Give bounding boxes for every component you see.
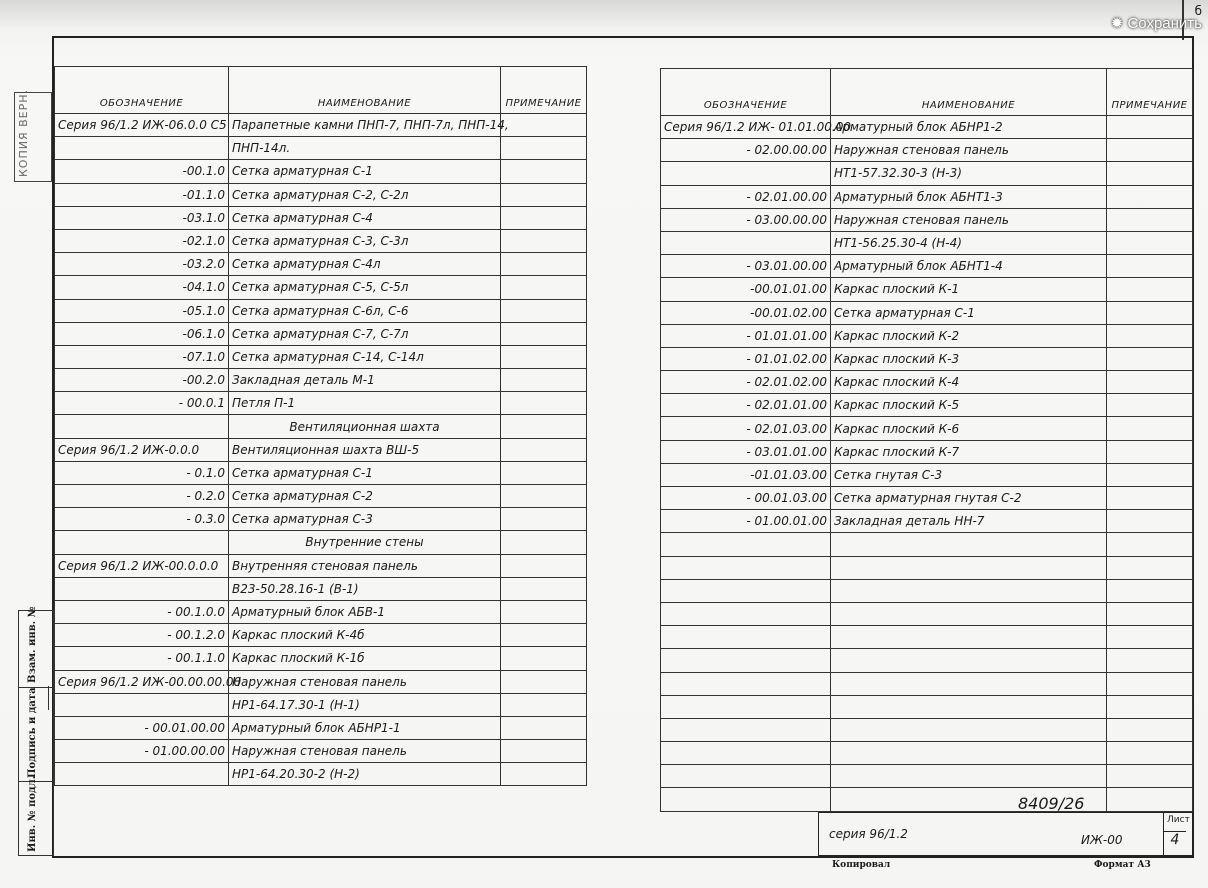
table-row xyxy=(661,347,1193,370)
row-name: Арматурный блок АБНТ1-3 xyxy=(831,185,1107,208)
row-designation: Серия 96/1.2 ИЖ-0.0.0 xyxy=(55,438,229,461)
row-note xyxy=(1107,718,1193,741)
row-designation xyxy=(661,695,831,718)
table-row xyxy=(55,461,587,484)
row-name: Закладная деталь НН-7 xyxy=(831,510,1107,533)
row-name: НТ1-57.32.30-3 (Н-3) xyxy=(831,162,1107,185)
row-designation: - 0.2.0 xyxy=(55,485,229,508)
page-marker: б xyxy=(1194,4,1202,18)
row-designation xyxy=(661,672,831,695)
row-designation xyxy=(661,533,831,556)
row-designation: Серия 96/1.2 ИЖ-00.0.0.0 xyxy=(55,554,229,577)
table-row xyxy=(55,693,587,716)
row-designation: -02.1.0 xyxy=(55,229,229,252)
row-note xyxy=(1107,347,1193,370)
row-designation: Серия 96/1.2 ИЖ-06.0.0 С5 xyxy=(55,114,229,137)
row-name xyxy=(831,695,1107,718)
table-row xyxy=(55,508,587,531)
table-row xyxy=(55,716,587,739)
row-note xyxy=(1107,626,1193,649)
table-row xyxy=(55,322,587,345)
row-note xyxy=(1107,208,1193,231)
row-note xyxy=(1107,510,1193,533)
row-designation xyxy=(55,531,229,554)
table-row xyxy=(55,276,587,299)
table-row xyxy=(55,577,587,600)
side-signature-block xyxy=(18,606,54,856)
table-row xyxy=(661,626,1193,649)
table-row xyxy=(55,624,587,647)
table-row xyxy=(661,579,1193,602)
row-name: Арматурный блок АБВ-1 xyxy=(229,600,501,623)
title-series: серия 96/1.2 xyxy=(829,827,908,841)
row-note xyxy=(1107,533,1193,556)
row-note xyxy=(501,229,587,252)
table-row xyxy=(661,487,1193,510)
row-name xyxy=(831,765,1107,788)
row-name: Сетка арматурная гнутая С-2 xyxy=(831,487,1107,510)
stamp-text: КОПИЯ ВЕРН. xyxy=(17,88,30,177)
row-name: Каркас плоский К-4б xyxy=(229,624,501,647)
row-name: Вентиляционная шахта ВШ-5 xyxy=(229,438,501,461)
row-name: Сетка арматурная С-2 xyxy=(229,485,501,508)
table-row xyxy=(55,763,587,786)
row-designation xyxy=(661,602,831,625)
side-label-replace: Взам. инв. № xyxy=(27,606,38,683)
title-sheet-box xyxy=(1163,813,1194,855)
row-designation xyxy=(661,649,831,672)
row-designation: - 01.00.00.00 xyxy=(55,740,229,763)
row-name: Сетка арматурная С-4л xyxy=(229,253,501,276)
table-row xyxy=(55,253,587,276)
header-note: ПРИМЕЧАНИЕ xyxy=(501,67,587,114)
table-row xyxy=(661,463,1193,486)
save-button[interactable] xyxy=(1111,14,1202,32)
row-designation: -00.1.0 xyxy=(55,160,229,183)
row-designation: - 0.3.0 xyxy=(55,508,229,531)
row-name: Сетка арматурная С-1 xyxy=(229,461,501,484)
row-designation xyxy=(55,693,229,716)
row-name: Парапетные камни ПНП-7, ПНП-7л, ПНП-14, xyxy=(229,114,501,137)
row-name: Петля П-1 xyxy=(229,392,501,415)
row-name: Каркас плоский К-1б xyxy=(229,647,501,670)
row-name: Вентиляционная шахта xyxy=(229,415,501,438)
table-row xyxy=(55,183,587,206)
table-row xyxy=(55,531,587,554)
table-row xyxy=(661,510,1193,533)
table-row xyxy=(661,394,1193,417)
table-row xyxy=(55,740,587,763)
row-note xyxy=(1107,301,1193,324)
table-row xyxy=(661,533,1193,556)
row-designation: - 02.01.03.00 xyxy=(661,417,831,440)
row-designation: - 00.01.00.00 xyxy=(55,716,229,739)
row-note xyxy=(1107,371,1193,394)
row-designation: -06.1.0 xyxy=(55,322,229,345)
table-row xyxy=(661,695,1193,718)
table-row xyxy=(661,672,1193,695)
row-note xyxy=(501,461,587,484)
table-row xyxy=(661,556,1193,579)
row-name xyxy=(831,718,1107,741)
row-note xyxy=(1107,255,1193,278)
format-label: Формат А3 xyxy=(1094,860,1151,870)
row-note xyxy=(1107,602,1193,625)
row-note xyxy=(1107,185,1193,208)
row-designation: -04.1.0 xyxy=(55,276,229,299)
table-row xyxy=(661,371,1193,394)
row-note xyxy=(1107,116,1193,139)
table-row xyxy=(55,438,587,461)
table-row xyxy=(55,647,587,670)
table-row xyxy=(661,255,1193,278)
table-row xyxy=(55,415,587,438)
table-row xyxy=(55,137,587,160)
copied-label: Копировал xyxy=(832,860,891,870)
row-note xyxy=(501,114,587,137)
table-row xyxy=(55,554,587,577)
row-note xyxy=(1107,742,1193,765)
row-designation: - 03.00.00.00 xyxy=(661,208,831,231)
row-designation xyxy=(55,137,229,160)
row-name: Каркас плоский К-4 xyxy=(831,371,1107,394)
title-block xyxy=(818,812,1194,856)
table-row xyxy=(55,600,587,623)
row-designation xyxy=(661,579,831,602)
row-designation xyxy=(55,577,229,600)
header-row xyxy=(661,69,1193,116)
row-name: ПНП-14л. xyxy=(229,137,501,160)
row-note xyxy=(1107,324,1193,347)
row-note xyxy=(1107,278,1193,301)
row-name: Наружная стеновая панель xyxy=(831,139,1107,162)
row-designation: -00.2.0 xyxy=(55,369,229,392)
drawing-number: 8409/26 xyxy=(1018,794,1085,813)
table-row xyxy=(55,229,587,252)
row-note xyxy=(501,740,587,763)
row-note xyxy=(501,322,587,345)
row-name: НР1-64.20.30-2 (Н-2) xyxy=(229,763,501,786)
table-row xyxy=(661,208,1193,231)
row-designation: Серия 96/1.2 ИЖ-00.00.00.00 xyxy=(55,670,229,693)
row-designation: - 02.01.01.00 xyxy=(661,394,831,417)
row-note xyxy=(1107,579,1193,602)
row-name xyxy=(831,533,1107,556)
left-spec-table xyxy=(54,66,587,786)
row-name: Каркас плоский К-5 xyxy=(831,394,1107,417)
row-note xyxy=(501,276,587,299)
row-note xyxy=(1107,162,1193,185)
table-row xyxy=(661,185,1193,208)
table-row xyxy=(661,231,1193,254)
row-name xyxy=(831,579,1107,602)
row-note xyxy=(501,647,587,670)
row-name xyxy=(831,672,1107,695)
row-name: НР1-64.17.30-1 (Н-1) xyxy=(229,693,501,716)
save-label: Сохранить xyxy=(1127,15,1202,32)
table-row xyxy=(661,440,1193,463)
row-designation: - 01.00.01.00 xyxy=(661,510,831,533)
row-designation: - 02.00.00.00 xyxy=(661,139,831,162)
table-row xyxy=(661,162,1193,185)
header-name: НАИМЕНОВАНИЕ xyxy=(229,67,501,114)
row-name xyxy=(831,556,1107,579)
row-note xyxy=(1107,394,1193,417)
row-note xyxy=(1107,487,1193,510)
row-designation: - 00.0.1 xyxy=(55,392,229,415)
row-name: Каркас плоский К-3 xyxy=(831,347,1107,370)
row-name: Наружная стеновая панель xyxy=(229,740,501,763)
row-designation: - 01.01.01.00 xyxy=(661,324,831,347)
row-designation xyxy=(661,231,831,254)
table-row xyxy=(661,742,1193,765)
header-row xyxy=(55,67,587,114)
table-row xyxy=(55,369,587,392)
table-row xyxy=(55,114,587,137)
row-designation: - 03.01.00.00 xyxy=(661,255,831,278)
row-note xyxy=(501,438,587,461)
row-name: В23-50.28.16-1 (В-1) xyxy=(229,577,501,600)
row-note xyxy=(501,716,587,739)
row-note xyxy=(501,693,587,716)
row-designation: Серия 96/1.2 ИЖ- 01.01.00.00 xyxy=(661,116,831,139)
row-designation: -03.2.0 xyxy=(55,253,229,276)
row-name: Сетка арматурная С-1 xyxy=(229,160,501,183)
row-designation: - 03.01.01.00 xyxy=(661,440,831,463)
row-note xyxy=(1107,672,1193,695)
row-name: Сетка арматурная С-4 xyxy=(229,206,501,229)
table-row xyxy=(661,649,1193,672)
row-note xyxy=(1107,649,1193,672)
row-designation: -03.1.0 xyxy=(55,206,229,229)
row-name: Арматурный блок АБНР1-2 xyxy=(831,116,1107,139)
table-row xyxy=(661,324,1193,347)
table-row xyxy=(55,345,587,368)
row-note xyxy=(1107,139,1193,162)
row-note xyxy=(501,763,587,786)
sheet-label: Лист xyxy=(1167,815,1190,825)
row-name: Арматурный блок АБНТ1-4 xyxy=(831,255,1107,278)
row-designation: - 00.1.2.0 xyxy=(55,624,229,647)
row-note xyxy=(501,670,587,693)
row-designation: - 00.1.0.0 xyxy=(55,600,229,623)
row-name: Сетка арматурная С-7, С-7л xyxy=(229,322,501,345)
table-row xyxy=(55,206,587,229)
header-designation: ОБОЗНАЧЕНИЕ xyxy=(55,67,229,114)
row-designation: -00.01.02.00 xyxy=(661,301,831,324)
row-name: Каркас плоский К-1 xyxy=(831,278,1107,301)
row-note xyxy=(501,485,587,508)
table-row xyxy=(661,718,1193,741)
row-name: Сетка арматурная С-3, С-3л xyxy=(229,229,501,252)
row-name: Внутренняя стеновая панель xyxy=(229,554,501,577)
row-name: Сетка арматурная С-5, С-5л xyxy=(229,276,501,299)
row-name xyxy=(831,602,1107,625)
row-designation xyxy=(55,763,229,786)
row-note xyxy=(1107,231,1193,254)
row-note xyxy=(501,160,587,183)
row-note xyxy=(501,299,587,322)
row-name: Внутренние стены xyxy=(229,531,501,554)
table-row xyxy=(55,670,587,693)
row-designation: - 02.01.02.00 xyxy=(661,371,831,394)
row-designation: -00.01.01.00 xyxy=(661,278,831,301)
table-row xyxy=(55,299,587,322)
row-note xyxy=(1107,765,1193,788)
row-name: Сетка арматурная С-3 xyxy=(229,508,501,531)
row-designation: - 00.1.1.0 xyxy=(55,647,229,670)
save-icon: ✹ xyxy=(1110,15,1124,32)
row-name: Сетка арматурная С-6л, С-6 xyxy=(229,299,501,322)
sheet-number: 4 xyxy=(1164,831,1186,848)
row-designation xyxy=(661,765,831,788)
row-note xyxy=(501,253,587,276)
table-row xyxy=(661,301,1193,324)
side-label-sign: Подпись и дата xyxy=(27,687,38,778)
row-note xyxy=(501,369,587,392)
row-name: Сетка арматурная С-1 xyxy=(831,301,1107,324)
table-row xyxy=(55,160,587,183)
table-row xyxy=(661,116,1193,139)
row-name xyxy=(831,626,1107,649)
copy-stamp xyxy=(14,88,52,182)
row-designation: -07.1.0 xyxy=(55,345,229,368)
row-note xyxy=(501,531,587,554)
row-note xyxy=(501,624,587,647)
row-designation: - 00.01.03.00 xyxy=(661,487,831,510)
row-note xyxy=(501,183,587,206)
table-row xyxy=(55,485,587,508)
row-note xyxy=(501,345,587,368)
side-cell-inv xyxy=(19,775,53,857)
row-designation: - 0.1.0 xyxy=(55,461,229,484)
row-name: Закладная деталь М-1 xyxy=(229,369,501,392)
row-note xyxy=(501,392,587,415)
row-note xyxy=(501,137,587,160)
row-name: Каркас плоский К-2 xyxy=(831,324,1107,347)
row-designation: -05.1.0 xyxy=(55,299,229,322)
row-note xyxy=(1107,556,1193,579)
header-designation: ОБОЗНАЧЕНИЕ xyxy=(661,69,831,116)
side-cell-replace xyxy=(19,606,53,687)
table-row xyxy=(55,392,587,415)
row-name xyxy=(831,649,1107,672)
row-designation xyxy=(661,718,831,741)
table-row xyxy=(661,765,1193,788)
title-code: ИЖ-00 xyxy=(1081,833,1123,847)
table-row xyxy=(661,788,1193,811)
table-row xyxy=(661,139,1193,162)
header-name: НАИМЕНОВАНИЕ xyxy=(831,69,1107,116)
table-row xyxy=(661,278,1193,301)
row-name: Сетка арматурная С-2, С-2л xyxy=(229,183,501,206)
row-designation xyxy=(55,415,229,438)
row-designation: -01.1.0 xyxy=(55,183,229,206)
table-row xyxy=(661,602,1193,625)
row-note xyxy=(501,206,587,229)
row-name: Арматурный блок АБНР1-1 xyxy=(229,716,501,739)
row-note xyxy=(501,600,587,623)
row-note xyxy=(1107,695,1193,718)
row-note xyxy=(1107,417,1193,440)
row-designation: - 01.01.02.00 xyxy=(661,347,831,370)
row-name: Наружная стеновая панель xyxy=(831,208,1107,231)
tick-mark xyxy=(48,686,49,710)
row-designation xyxy=(661,788,831,811)
table-row xyxy=(661,417,1193,440)
row-designation xyxy=(661,162,831,185)
row-note xyxy=(1107,788,1193,811)
row-name xyxy=(831,742,1107,765)
row-note xyxy=(501,554,587,577)
header-note: ПРИМЕЧАНИЕ xyxy=(1107,69,1193,116)
row-note xyxy=(501,508,587,531)
row-designation: -01.01.03.00 xyxy=(661,463,831,486)
row-designation xyxy=(661,556,831,579)
row-name: Наружная стеновая панель xyxy=(229,670,501,693)
row-name: Каркас плоский К-7 xyxy=(831,440,1107,463)
row-note xyxy=(1107,440,1193,463)
row-designation: - 02.01.00.00 xyxy=(661,185,831,208)
right-spec-table xyxy=(660,68,1193,812)
side-label-inv: Инв. № подл. xyxy=(27,775,38,852)
row-note xyxy=(501,577,587,600)
row-name: Сетка гнутая С-3 xyxy=(831,463,1107,486)
row-designation xyxy=(661,626,831,649)
row-name: Каркас плоский К-6 xyxy=(831,417,1107,440)
row-note xyxy=(501,415,587,438)
row-name: Сетка арматурная С-14, С-14л xyxy=(229,345,501,368)
row-name: НТ1-56.25.30-4 (Н-4) xyxy=(831,231,1107,254)
row-note xyxy=(1107,463,1193,486)
row-designation xyxy=(661,742,831,765)
